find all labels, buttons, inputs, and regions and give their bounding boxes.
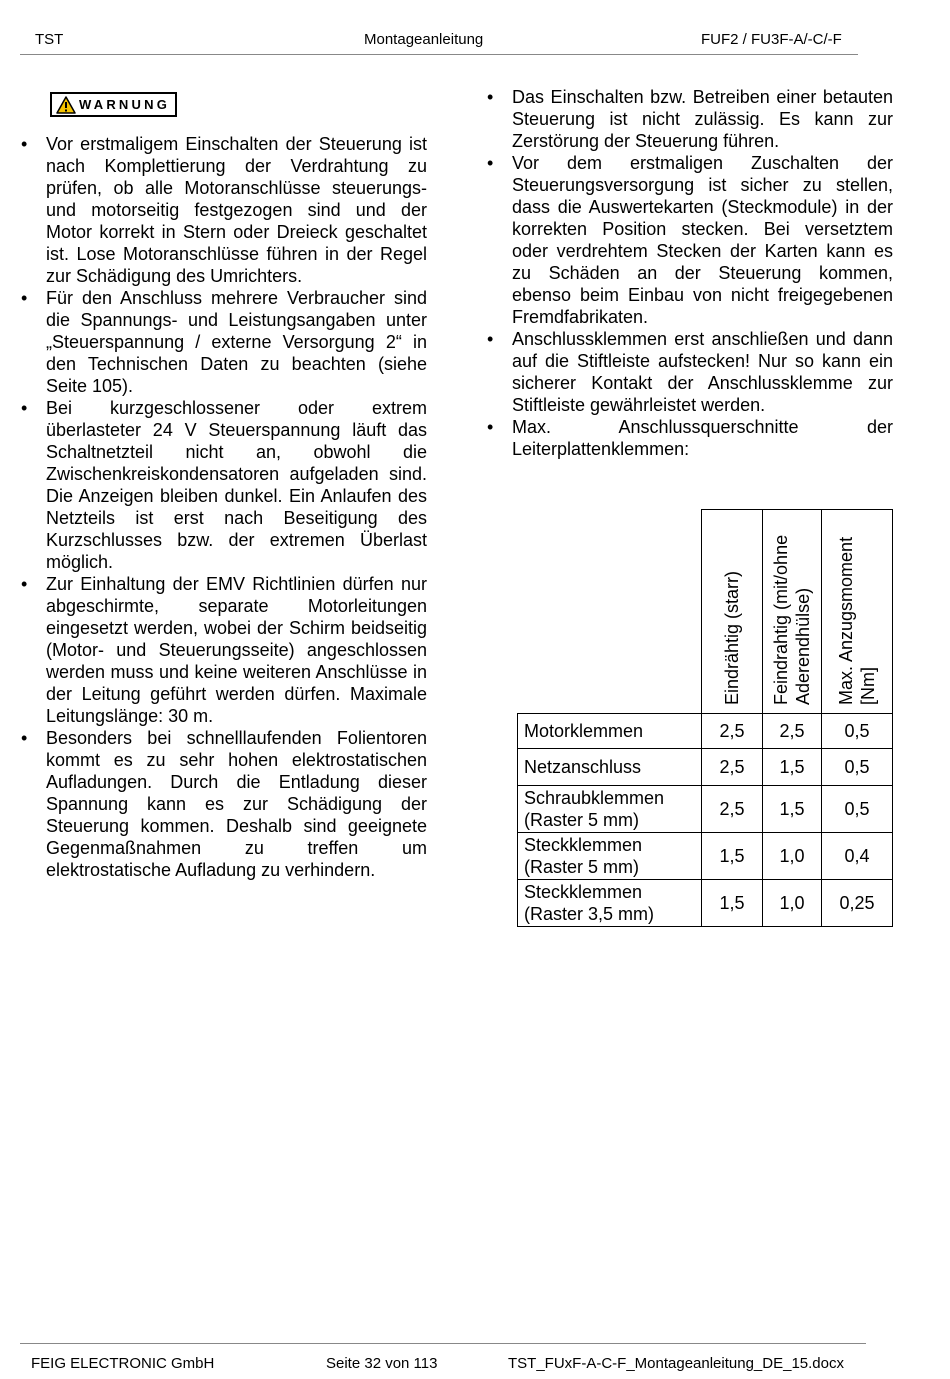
cell-value: 2,5 bbox=[702, 786, 763, 833]
footer-filename: TST_FUxF-A-C-F_Montageanleitung_DE_15.docx bbox=[508, 1355, 844, 1372]
list-item: • Max. Anschlussquerschnitte der Leiterplattenklemmen: bbox=[485, 416, 893, 460]
table-row bbox=[518, 714, 893, 749]
footer-company: FEIG ELECTRONIC GmbH bbox=[31, 1355, 215, 1372]
warning-label: WARNUNG bbox=[79, 97, 171, 112]
cell-value: 1,5 bbox=[702, 880, 763, 927]
row-label: Schraubklemmen (Raster 5 mm) bbox=[518, 786, 702, 833]
cell-value: 1,5 bbox=[763, 749, 822, 786]
cell-value: 1,5 bbox=[702, 833, 763, 880]
cell-value: 1,0 bbox=[763, 880, 822, 927]
list-item: • Das Einschalten bzw. Betreiben einer betauten Steuerung ist nicht zulässig. Es kann zur Zerstörung der Steuerung führen. bbox=[485, 86, 893, 152]
table-row bbox=[518, 880, 893, 927]
cell-value: 0,5 bbox=[822, 786, 893, 833]
footer-rule bbox=[20, 1343, 866, 1344]
table-header-label: Max. Anzugsmoment [Nm] bbox=[836, 536, 878, 705]
list-item: • Besonders bei schnelllaufenden Folientoren kommt es zu sehr hohen elektrostatischen Aufladungen. Durch die Entladung dieser Spannung kann es zur Schädigung der Steuerung kommen. Deshalb sind geeignete Gegenmaßnahmen zu treffen um elektrostatische Aufladung zu verhindern. bbox=[19, 727, 427, 881]
header-rule bbox=[20, 54, 858, 55]
cell-value: 0,25 bbox=[822, 880, 893, 927]
list-item: • Für den Anschluss mehrere Verbraucher sind die Spannungs- und Leistungsangaben unter „Steuerspannung / externe Versorgung 2“ in den Technischen Daten zu beachten (siehe Seite 105). bbox=[19, 287, 427, 397]
left-bullet-list bbox=[19, 133, 427, 881]
right-bullet-list bbox=[485, 86, 893, 460]
list-item: • Vor erstmaligem Einschalten der Steuerung ist nach Komplettierung der Verdrahtung zu prüfen, ob alle Motoranschlüsse steuerungs- und motorseitig festgezogen sind und der Motor korrekt in Stern oder Dreieck geschaltet ist. Lose Motoranschlüsse führen in der Regel zur Schädigung des Umrichters. bbox=[19, 133, 427, 287]
header-center: Montageanleitung bbox=[364, 31, 484, 48]
cell-value: 2,5 bbox=[702, 749, 763, 786]
right-column bbox=[485, 86, 893, 460]
cell-value: 0,5 bbox=[822, 714, 893, 749]
left-column bbox=[19, 133, 427, 881]
cell-value: 1,0 bbox=[763, 833, 822, 880]
cell-value: 2,5 bbox=[763, 714, 822, 749]
list-item: • Zur Einhaltung der EMV Richtlinien dürfen nur abgeschirmte, separate Motorleitungen eingesetzt werden, wobei der Schirm beidseitig (Motor- und Steuerungsseite) angeschlossen werden muss und keine weiteren Anschlüsse in der Leitung geführt werden dürfen. Maximale Leitungslänge: 30 m. bbox=[19, 573, 427, 727]
table-header-cell bbox=[702, 510, 763, 714]
list-item: • Vor dem erstmaligen Zuschalten der Steuerungsversorgung ist sicher zu stellen, dass die Auswertekarten (Steckmodule) in der korrekten Position stecken. Bei versetztem oder verdrehtem Stecken der Karten kann es zu Schäden an der Steuerung kommen, ebenso beim Einbau von nicht freigegebenen Fremdfabrikaten. bbox=[485, 152, 893, 328]
table-row bbox=[518, 833, 893, 880]
table-row bbox=[518, 749, 893, 786]
row-label: Netzanschluss bbox=[518, 749, 702, 786]
table-header-row bbox=[518, 510, 893, 714]
list-item: • Anschlussklemmen erst anschließen und dann auf die Stiftleiste aufstecken! Nur so kann ein sicherer Kontakt der Anschlussklemme zur Stiftleiste gewährleistet werden. bbox=[485, 328, 893, 416]
clamp-spec-table bbox=[517, 509, 893, 927]
header-right: FUF2 / FU3F-A/-C/-F bbox=[701, 31, 842, 48]
warning-triangle-icon bbox=[56, 96, 76, 114]
footer-page-number: Seite 32 von 113 bbox=[326, 1355, 438, 1372]
row-label: Steckklemmen (Raster 5 mm) bbox=[518, 833, 702, 880]
cell-value: 2,5 bbox=[702, 714, 763, 749]
table-header-label: Feindrahtig (mit/ohne Aderendhülse) bbox=[771, 534, 813, 705]
row-label: Steckklemmen (Raster 3,5 mm) bbox=[518, 880, 702, 927]
cell-value: 1,5 bbox=[763, 786, 822, 833]
table-header-cell bbox=[763, 510, 822, 714]
cell-value: 0,5 bbox=[822, 749, 893, 786]
header-left: TST bbox=[35, 31, 64, 48]
row-label: Motorklemmen bbox=[518, 714, 702, 749]
table-corner bbox=[518, 510, 702, 714]
table-header-label: Eindrähtig (starr) bbox=[722, 570, 742, 705]
warning-box bbox=[50, 92, 177, 117]
cell-value: 0,4 bbox=[822, 833, 893, 880]
table-header-cell bbox=[822, 510, 893, 714]
list-item: • Bei kurzgeschlossener oder extrem überlasteter 24 V Steuerspannung läuft das Schaltnetzteil nicht an, obwohl die Zwischenkreiskondensatoren aufgeladen sind. Die Anzeigen bleiben dunkel. Ein Anlaufen des Netzteils ist erst nach Beseitigung des Kurzschlusses bzw. der extremen Überlast möglich. bbox=[19, 397, 427, 573]
table-row bbox=[518, 786, 893, 833]
